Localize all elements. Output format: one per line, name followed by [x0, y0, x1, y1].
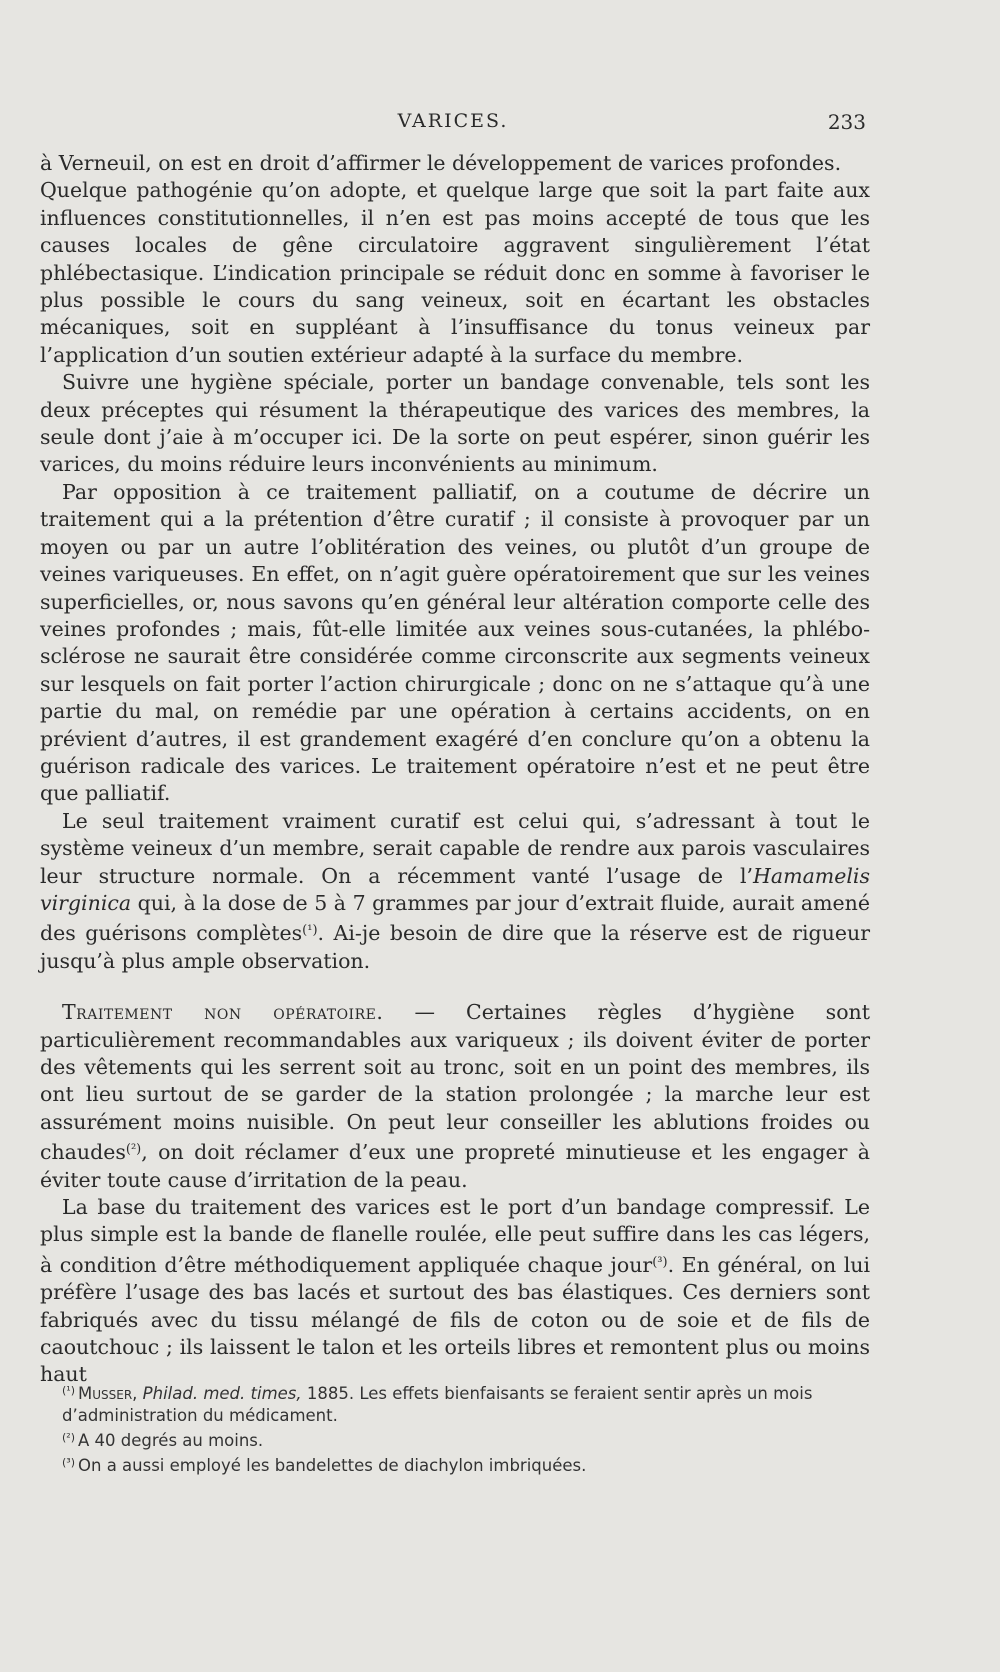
footnote-1 [40, 1380, 870, 1427]
footnote-ref-1: (¹) [302, 923, 318, 939]
footnote-ref-3: (³) [652, 1254, 668, 1270]
footnote-3-number: (³) [62, 1456, 75, 1469]
footnote-3 [40, 1452, 870, 1477]
paragraph-5-text-c: . Ai-je besoin de dire que la réserve est de rigueur jusqu’à plus ample observation. [40, 921, 870, 973]
paragraph-3: Suivre une hygiène spéciale, porter un bandage convenable, tels sont les deux préceptes qui résument la thérapeutique des varices des membres, la seule dont j’aie à m’occuper ici. De la sorte on peut espérer, sinon guérir les varices, du moins réduire leurs inconvénients au minimum. [40, 370, 870, 477]
paragraph-4: Par opposition à ce traitement palliatif, on a coutume de décrire un traitement qui a la prétention d’être curatif ; il consiste à provoquer par un moyen ou par un autre l’oblitération des veines, ou plutôt d’un groupe de veines variqueuses. En effet, on n’agit guère opératoirement que sur les veines superficielles, or, nous savons qu’en général leur altération comporte celle des veines profondes ; mais, fût-elle limitée aux veines sous-cutanées, la phlébo-sclérose ne saurait être considérée comme circonscrite aux segments veineux sur lesquels on fait porter l’action chirurgicale ; donc on ne s’attaque qu’à une partie du mal, on remédie par une opération à certains accidents, on en prévient d’autres, il est grandement exagéré d’en conclure qu’on a obtenu la guérison radicale des varices. Le traitement opératoire n’est et ne peut être que palliatif. [40, 479, 870, 806]
footnote-3-text: On a aussi employé les bandelettes de diachylon imbriquées. [78, 1456, 587, 1475]
section-title: Traitement non opératoire. [62, 1000, 384, 1025]
running-head: VARICES. [397, 110, 509, 132]
paragraph-6 [40, 999, 870, 1194]
footnotes [40, 1380, 870, 1477]
paragraph-7-text-a: La base du traitement des varices est le port d’un bandage compressif. Le plus simple est la bande de flanelle roulée, elle peut suffire dans les cas légers, à condition d’être méthodiquement appliquée chaque jour [40, 1195, 870, 1277]
footnote-2-text: A 40 degrés au moins. [78, 1431, 264, 1450]
footnote-1-number: (¹) [62, 1384, 75, 1397]
paragraph-5-text-a: Le seul traitement vraiment curatif est celui qui, s’adressant à tout le système veineux d’un membre, serait capable de rendre aux parois vasculaires leur structure normale. On a récemment vanté l’usage de l’ [40, 808, 870, 888]
paragraph-6-text-a: — Certaines règles d’hygiène sont particulièrement recommandables aux variqueux ; ils doivent éviter de porter des vêtements qui les serrent soit au tronc, soit en un point des membres, ils ont lieu surtout de se garder de la station prolongée ; la marche leur est assurément moins nuisible. On peut leur conseiller les ablutions froides ou chaudes [40, 1000, 870, 1165]
footnote-ref-2: (²) [125, 1142, 142, 1158]
paragraph-7-text-b: . En général, on lui préfère l’usage des bas lacés et surtout des bas élastiques. Ces derniers sont fabriqués avec du tissu mélangé de fils de coton ou de soie et de fils de caoutchouc ; ils laissent le talon et les orteils libres et remontent plus ou moins haut [40, 1252, 871, 1387]
paragraph-5 [40, 808, 870, 975]
hamamelis-term: Hamamelis virginica [40, 863, 870, 915]
page-number: 233 [827, 110, 866, 134]
footnote-1-journal: Philad. med. times, [142, 1384, 302, 1403]
paragraph-6-text-b: , on doit réclamer d’eux une propreté minutieuse et les engager à éviter toute cause d’irritation de la peau. [40, 1140, 870, 1192]
body-text [40, 150, 870, 1389]
paragraph-1: à Verneuil, on est en droit d’affirmer le développement de varices profondes. [40, 151, 842, 175]
footnote-1-text: 1885. Les effets bienfaisants se feraient sentir après un mois d’administration du médicament. [62, 1384, 813, 1425]
footnote-1-author: Musser, [78, 1384, 138, 1403]
footnote-2 [40, 1427, 870, 1452]
paragraph-2: Quelque pathogénie qu’on adopte, et quelque large que soit la part faite aux influences constitutionnelles, il n’en est pas moins accepté de tous que les causes locales de gêne circulatoire aggravent singulièrement l’état phlébectasique. L’indication principale se réduit donc en somme à favoriser le plus possible le cours du sang veineux, soit en écartant les obstacles mécaniques, soit en suppléant à l’insuffisance du tonus veineux par l’application d’un soutien extérieur adapté à la surface du membre. [40, 178, 870, 367]
footnote-2-number: (²) [62, 1431, 75, 1444]
paragraph-5-text-b: qui, à la dose de 5 à 7 grammes par jour d’extrait fluide, aurait amené des guérisons complètes [40, 890, 870, 946]
paragraph-7 [40, 1194, 870, 1389]
page-header [40, 110, 866, 138]
